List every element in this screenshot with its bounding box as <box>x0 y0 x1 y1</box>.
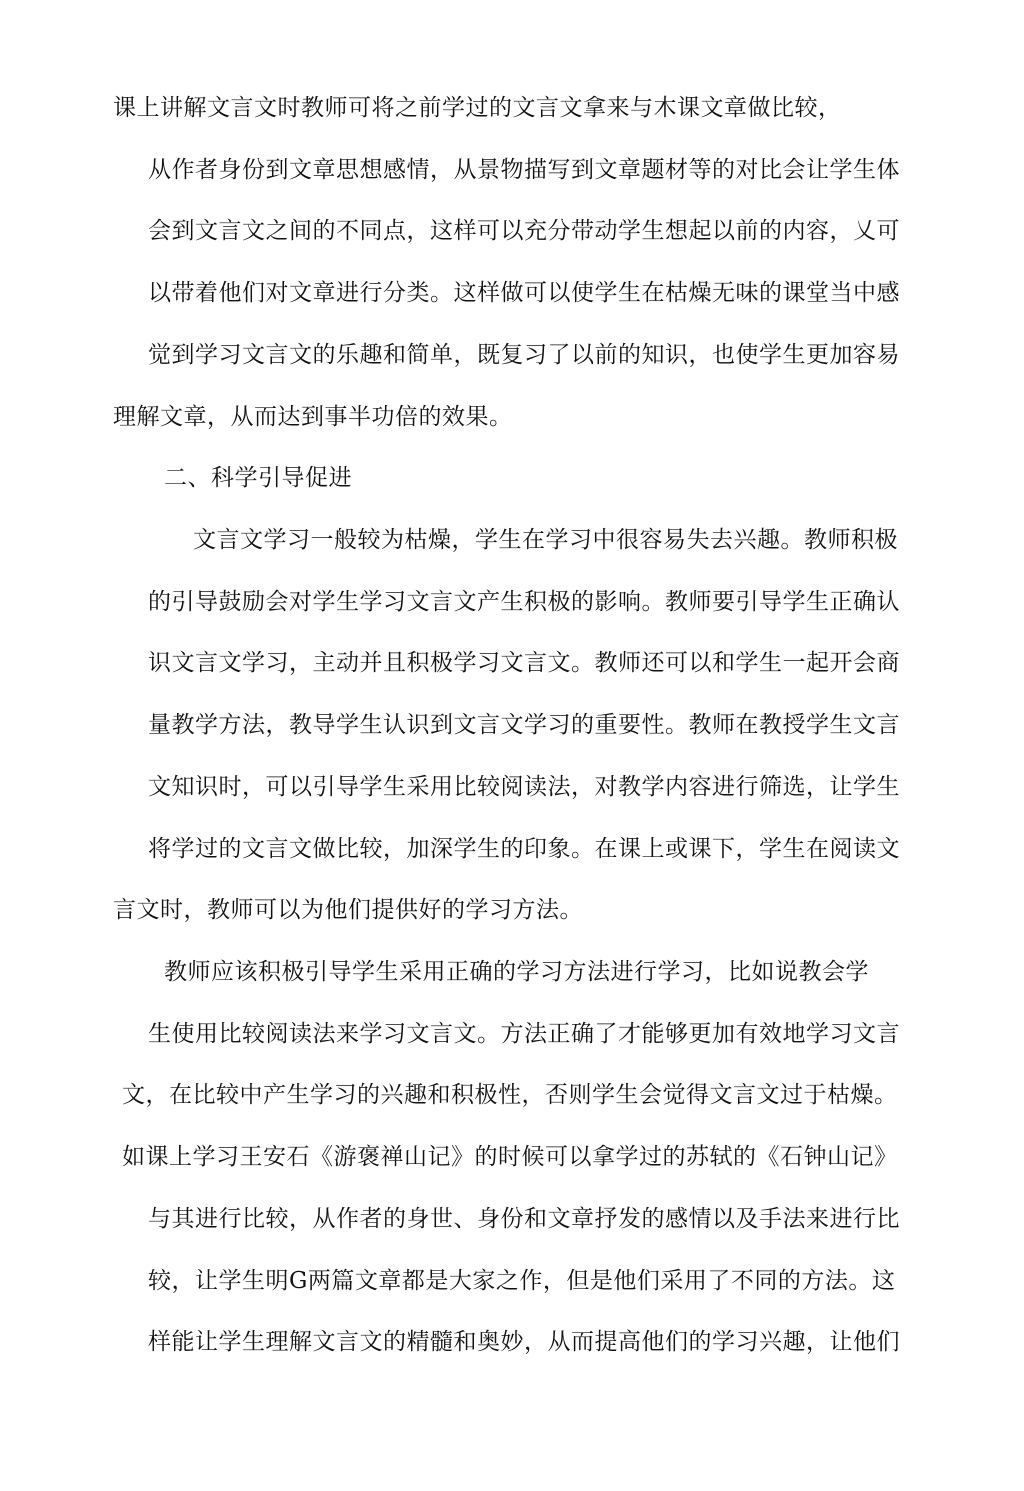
text-line: 较，让学生明G两篇文章都是大家之作，但是他们采用了不同的方法。这 <box>148 1268 896 1294</box>
section-heading: 二、科学引导促进 <box>164 465 352 491</box>
text-line: 样能让学生理解文言文的精髓和奥妙，从而提高他们的学习兴趣，让他们 <box>148 1329 900 1355</box>
text-line: 理解文章，从而达到事半功倍的效果。 <box>113 404 513 430</box>
text-line: 文言文学习一般较为枯燥，学生在学习中很容易失去兴趣。教师积极 <box>193 527 898 553</box>
text-line: 生使用比较阅读法来学习文言文。方法正确了才能够更加有效地学习文言 <box>148 1021 900 1047</box>
text-line: 言文时，教师可以为他们提供好的学习方法。 <box>113 897 583 923</box>
text-line: 从作者身份到文章思想感情，从景物描写到文章题材等的对比会让学生体 <box>148 157 900 183</box>
text-line: 将学过的文言文做比较，加深学生的印象。在课上或课下，学生在阅读文 <box>148 836 900 862</box>
text-line: 文，在比较中产生学习的兴趣和积极性，否则学生会觉得文言文过于枯燥。 <box>122 1082 898 1108</box>
text-line: 识文言文学习，主动并且积极学习文言文。教师还可以和学生一起开会商 <box>148 650 900 676</box>
text-line: 课上讲解文言文时教师可将之前学过的文言文拿来与木课文章做比较， <box>113 95 842 121</box>
text-line: 以带着他们对文章进行分类。这样做可以使学生在枯燥无味的课堂当中感 <box>148 280 900 306</box>
text-line: 教师应该积极引导学生采用正确的学习方法进行学习，比如说教会学 <box>164 959 869 985</box>
text-line: 觉到学习文言文的乐趣和简单，既复习了以前的知识，也使学生更加容易 <box>148 342 900 368</box>
text-line: 文知识时，可以引导学生采用比较阅读法，对教学内容进行筛选，让学生 <box>148 774 900 800</box>
text-line: 的引导鼓励会对学生学习文言文产生积极的影响。教师要引导学生正确认 <box>148 589 900 615</box>
text-line: 量教学方法，教导学生认识到文言文学习的重要性。教师在教授学生文言 <box>148 712 900 738</box>
text-line: 如课上学习王安石《游褒禅山记》的时候可以拿学过的苏轼的《石钟山记》 <box>122 1144 898 1170</box>
text-line: 会到文言文之间的不同点，这样可以充分带动学生想起以前的内容，乂可 <box>148 218 900 244</box>
text-line: 与其进行比较，从作者的身世、身份和文章抒发的感情以及手法来进行比 <box>148 1206 900 1232</box>
